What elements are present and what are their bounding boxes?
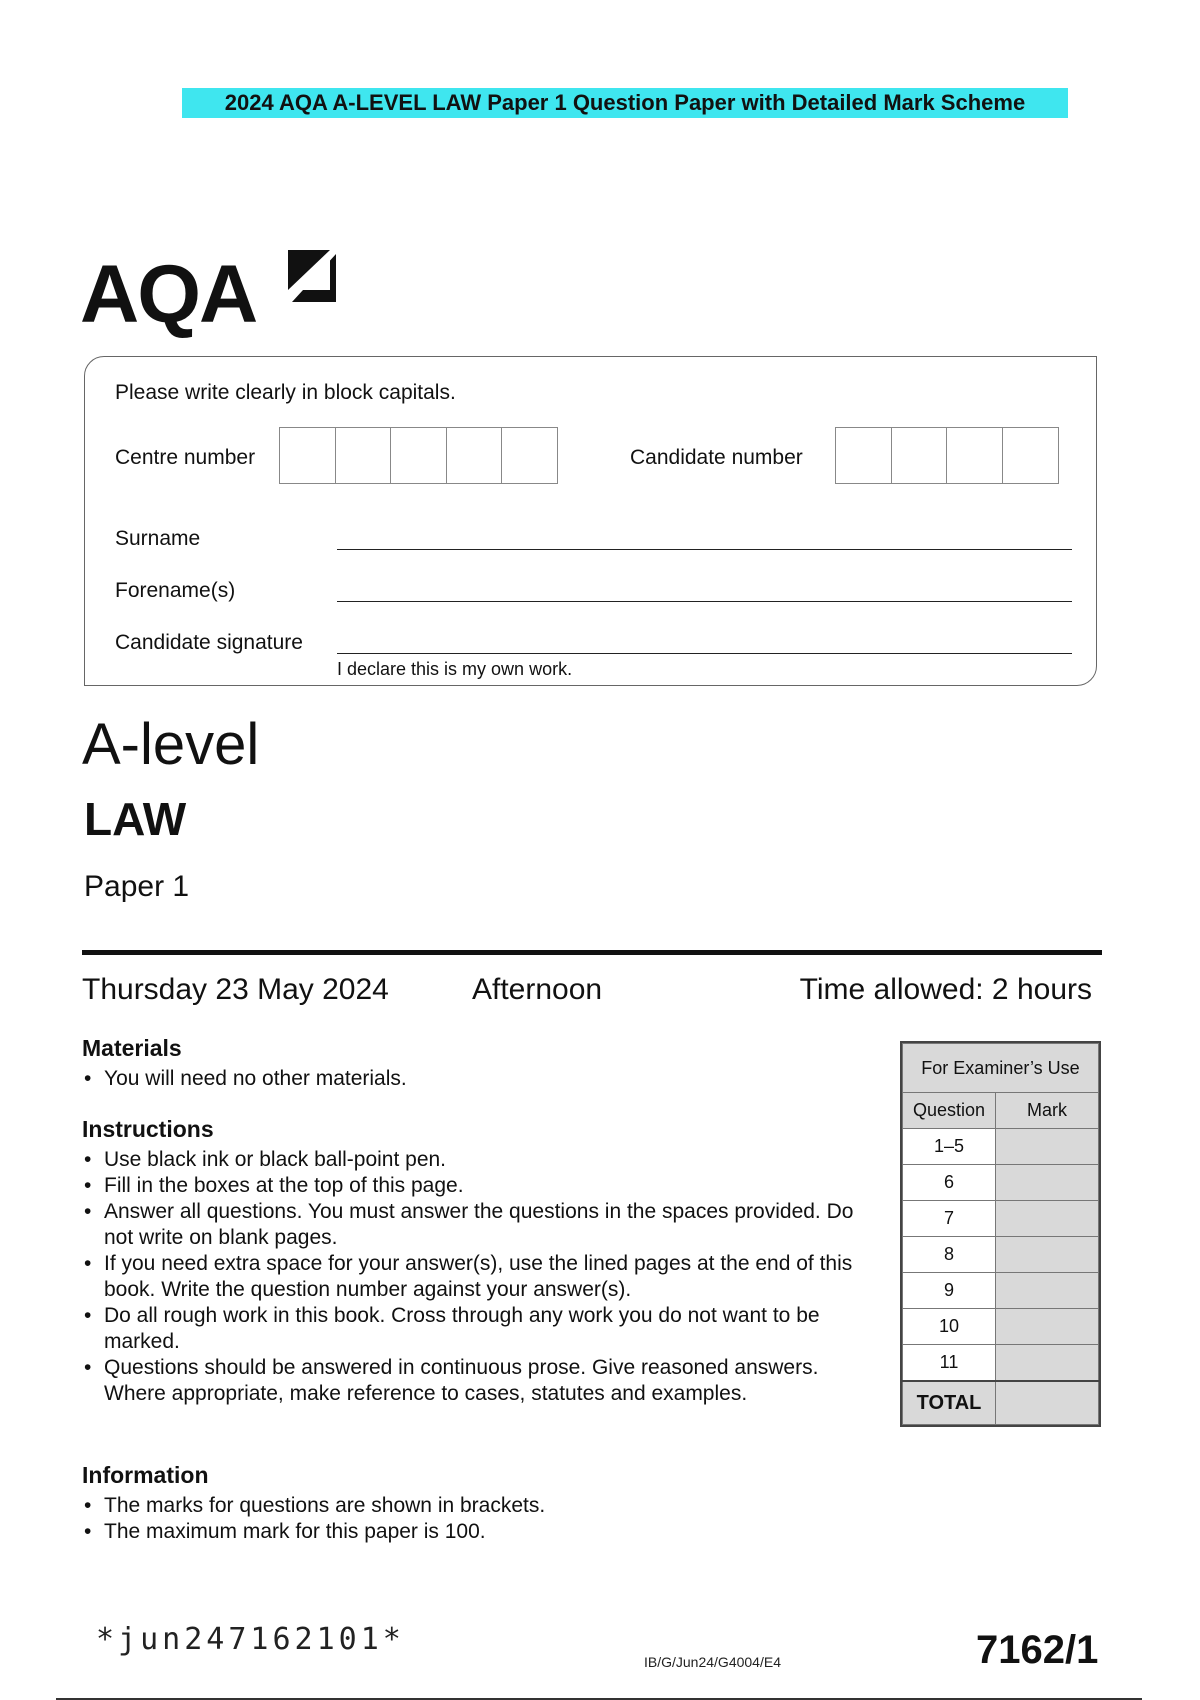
candidate-number-digit-box[interactable] bbox=[1002, 427, 1059, 484]
table-row bbox=[903, 1237, 1099, 1273]
materials-section bbox=[82, 1035, 872, 1092]
candidate-number-boxes bbox=[835, 427, 1059, 484]
candidate-number-digit-box[interactable] bbox=[946, 427, 1003, 484]
aqa-tick-logo-icon bbox=[284, 244, 342, 308]
centre-number-digit-box[interactable] bbox=[446, 427, 503, 484]
table-row bbox=[903, 1309, 1099, 1345]
instructions-heading: Instructions bbox=[82, 1116, 214, 1142]
question-number: 1–5 bbox=[903, 1129, 996, 1165]
signature-label: Candidate signature bbox=[115, 631, 303, 654]
question-number: 11 bbox=[903, 1345, 996, 1382]
examiners-use-table bbox=[900, 1041, 1101, 1427]
table-row bbox=[903, 1201, 1099, 1237]
list-item: • Fill in the boxes at the top of this page. bbox=[104, 1173, 872, 1199]
table-row bbox=[903, 1345, 1099, 1382]
signature-field[interactable] bbox=[337, 653, 1072, 654]
list-item: • Answer all questions. You must answer the questions in the spaces provided. Do not write on blank pages. bbox=[104, 1199, 872, 1251]
document-reference: IB/G/Jun24/G4004/E4 bbox=[644, 1654, 781, 1670]
mark-column-header: Mark bbox=[996, 1093, 1099, 1129]
centre-number-digit-box[interactable] bbox=[501, 427, 558, 484]
question-number: 7 bbox=[903, 1201, 996, 1237]
centre-number-boxes bbox=[279, 427, 558, 484]
centre-number-digit-box[interactable] bbox=[390, 427, 447, 484]
list-item: • Questions should be answered in continuous prose. Give reasoned answers. Where appropriate, make reference to cases, statutes and examples. bbox=[104, 1355, 872, 1407]
mark-cell bbox=[996, 1273, 1099, 1309]
logo-text: AQA bbox=[80, 249, 257, 340]
mark-cell bbox=[996, 1309, 1099, 1345]
qualification-level: A-level bbox=[82, 712, 260, 777]
list-item: • The marks for questions are shown in brackets. bbox=[104, 1493, 872, 1519]
list-item: • You will need no other materials. bbox=[104, 1066, 872, 1092]
table-row bbox=[903, 1165, 1099, 1201]
table-row bbox=[903, 1129, 1099, 1165]
mark-cell bbox=[996, 1129, 1099, 1165]
instructions-section bbox=[82, 1116, 872, 1407]
question-number: 9 bbox=[903, 1273, 996, 1309]
centre-number-digit-box[interactable] bbox=[335, 427, 392, 484]
question-number: 6 bbox=[903, 1165, 996, 1201]
centre-number-label: Centre number bbox=[115, 446, 256, 469]
question-number: 8 bbox=[903, 1237, 996, 1273]
candidate-number-digit-box[interactable] bbox=[891, 427, 948, 484]
candidate-number-label: Candidate number bbox=[630, 446, 803, 469]
surname-label: Surname bbox=[115, 527, 201, 550]
barcode-text: *jun247162101* bbox=[96, 1622, 405, 1657]
paper-code: 7162/1 bbox=[976, 1628, 1099, 1672]
header-divider bbox=[82, 950, 1102, 955]
list-item: • Use black ink or black ball-point pen. bbox=[104, 1147, 872, 1173]
candidate-details-box bbox=[84, 356, 1097, 686]
centre-number-digit-box[interactable] bbox=[279, 427, 336, 484]
exam-date: Thursday 23 May 2024 bbox=[82, 973, 389, 1006]
information-section bbox=[82, 1462, 872, 1545]
mark-cell bbox=[996, 1201, 1099, 1237]
table-row bbox=[903, 1273, 1099, 1309]
forenames-field[interactable] bbox=[337, 601, 1072, 602]
mark-cell bbox=[996, 1237, 1099, 1273]
block-capitals-instruction: Please write clearly in block capitals. bbox=[115, 381, 456, 404]
candidate-number-digit-box[interactable] bbox=[835, 427, 892, 484]
information-heading: Information bbox=[82, 1462, 209, 1488]
mark-cell bbox=[996, 1165, 1099, 1201]
declaration-text: I declare this is my own work. bbox=[337, 659, 573, 679]
materials-heading: Materials bbox=[82, 1035, 182, 1061]
exam-session: Afternoon bbox=[472, 973, 603, 1006]
aqa-logo bbox=[80, 240, 350, 340]
question-number: 10 bbox=[903, 1309, 996, 1345]
total-label: TOTAL bbox=[903, 1381, 996, 1425]
document-banner: 2024 AQA A-LEVEL LAW Paper 1 Question Paper with Detailed Mark Scheme bbox=[182, 88, 1068, 118]
subject-title: LAW bbox=[84, 793, 187, 845]
surname-field[interactable] bbox=[337, 549, 1072, 550]
list-item: • The maximum mark for this paper is 100. bbox=[104, 1519, 872, 1545]
time-allowed: Time allowed: 2 hours bbox=[799, 973, 1092, 1006]
total-mark-cell bbox=[996, 1381, 1099, 1425]
list-item: • Do all rough work in this book. Cross through any work you do not want to be marked. bbox=[104, 1303, 872, 1355]
list-item: • If you need extra space for your answer(s), use the lined pages at the end of this book. Write the question number against your answer(s). bbox=[104, 1251, 872, 1303]
total-row bbox=[903, 1381, 1099, 1425]
question-column-header: Question bbox=[903, 1093, 996, 1129]
examiners-use-title: For Examiner’s Use bbox=[903, 1044, 1099, 1093]
paper-title: Paper 1 bbox=[84, 870, 190, 903]
mark-cell bbox=[996, 1345, 1099, 1382]
forenames-label: Forename(s) bbox=[115, 579, 236, 602]
